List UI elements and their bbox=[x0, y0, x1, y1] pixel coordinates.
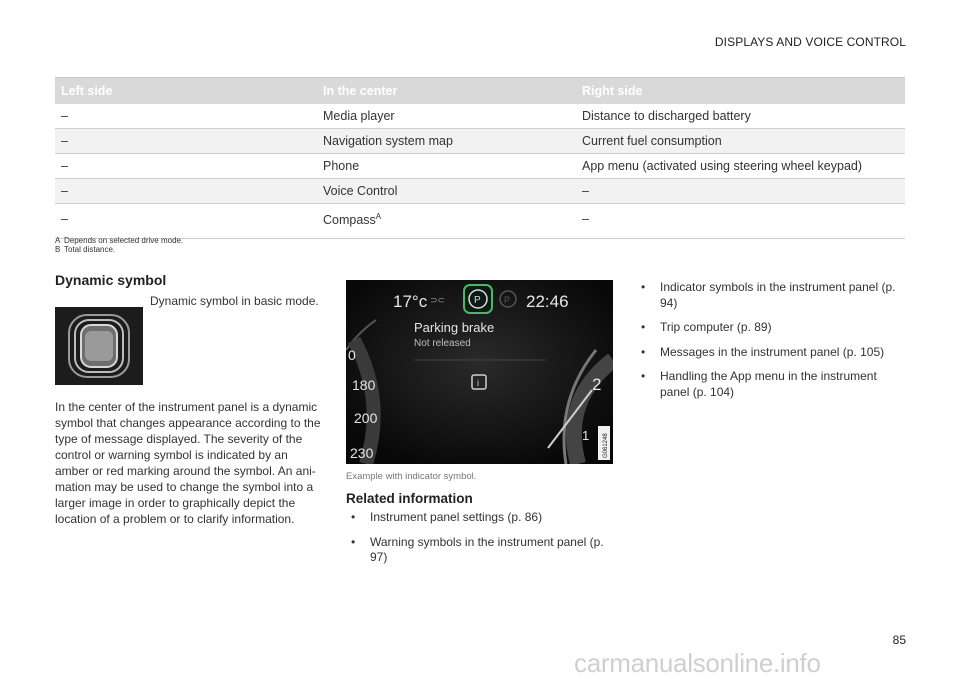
dynamic-symbol-body: In the center of the instrument panel is a dynamic symbol that changes appearance according to the type of message displayed. The severity of the control or warning symbol is indicated by an amber or red marking around the symbol. An ani-mation may be used to change the symbol into a larger image in order to graphically depict the location of a problem or to clarify information. bbox=[55, 400, 321, 526]
link-text[interactable]: Handling the App menu in the instrument panel (p. 104) bbox=[660, 369, 877, 399]
table-cell: Voice Control bbox=[317, 179, 576, 204]
table-cell: – bbox=[55, 179, 317, 204]
image-code: G061248 bbox=[603, 433, 609, 458]
table-cell: App menu (activated using steering wheel keypad) bbox=[576, 154, 905, 179]
footnotes bbox=[55, 236, 183, 254]
related-information-list-continued bbox=[636, 280, 906, 409]
bullet: • bbox=[351, 534, 356, 549]
gear-indicator: 2 bbox=[592, 375, 602, 394]
section-header: DISPLAYS AND VOICE CONTROL bbox=[714, 35, 906, 49]
link-text[interactable]: Instrument panel settings (p. 86) bbox=[370, 510, 543, 524]
table-cell: – bbox=[55, 204, 317, 239]
temperature-readout: 17°c bbox=[393, 292, 428, 311]
dynamic-symbol-image bbox=[55, 307, 143, 385]
footnote bbox=[55, 245, 183, 254]
table-cell: – bbox=[576, 179, 905, 204]
table-cell: Distance to discharged battery bbox=[576, 104, 905, 129]
table-cell bbox=[317, 204, 576, 239]
speed-tick: 0 bbox=[348, 347, 356, 363]
table-cell: – bbox=[55, 104, 317, 129]
column-header-left: Left side bbox=[55, 78, 317, 105]
footnote-mark: A bbox=[55, 236, 61, 245]
table-row bbox=[55, 154, 905, 179]
table-row bbox=[55, 129, 905, 154]
speed-tick: 200 bbox=[354, 410, 378, 426]
table-cell: Navigation system map bbox=[317, 129, 576, 154]
footnote-ref[interactable]: A bbox=[375, 212, 382, 221]
bullet: • bbox=[351, 510, 356, 524]
list-item[interactable] bbox=[636, 320, 906, 336]
list-item[interactable] bbox=[636, 345, 906, 361]
list-item[interactable] bbox=[346, 535, 616, 566]
related-information-list bbox=[346, 510, 616, 575]
list-item[interactable] bbox=[346, 510, 616, 526]
dynamic-symbol-caption: Dynamic symbol in basic mode. bbox=[150, 294, 319, 308]
dynamic-symbol-heading: Dynamic symbol bbox=[55, 272, 167, 288]
table-cell: Phone bbox=[317, 154, 576, 179]
table-header-row bbox=[55, 78, 905, 105]
message-subtitle: Not released bbox=[414, 338, 471, 349]
speed-tick: 230 bbox=[350, 445, 374, 461]
page-number: 85 bbox=[892, 633, 906, 647]
svg-text:⊃⊂: ⊃⊂ bbox=[430, 295, 446, 305]
table-cell: – bbox=[55, 129, 317, 154]
footnote bbox=[55, 236, 183, 245]
image-caption: Example with indicator symbol. bbox=[346, 471, 477, 482]
bullet: • bbox=[641, 344, 646, 359]
instrument-panel-image bbox=[346, 280, 613, 464]
gear-lower-indicator: 1 bbox=[582, 428, 590, 443]
link-text[interactable]: Indicator symbols in the instrument panel (p. 94) bbox=[660, 280, 896, 310]
footnote-mark: B bbox=[55, 245, 61, 254]
link-text[interactable]: Trip computer (p. 89) bbox=[660, 320, 772, 334]
footnote-text: Total distance. bbox=[64, 245, 116, 254]
table-row bbox=[55, 179, 905, 204]
parking-brake-icon: P bbox=[474, 295, 481, 306]
related-information-heading: Related information bbox=[346, 491, 473, 506]
column-header-right: Right side bbox=[576, 78, 905, 105]
table-row bbox=[55, 204, 905, 239]
list-item[interactable] bbox=[636, 369, 906, 400]
info-icon: i bbox=[477, 378, 479, 388]
footnote-text: Depends on selected drive mode. bbox=[64, 236, 184, 245]
compass-label: Compass bbox=[323, 213, 376, 228]
link-text[interactable]: Warning symbols in the instrument panel (p. 97) bbox=[370, 534, 604, 564]
display-options-table bbox=[55, 77, 905, 239]
clock-readout: 22:46 bbox=[526, 292, 569, 311]
table-cell: – bbox=[55, 154, 317, 179]
bullet: • bbox=[641, 369, 646, 383]
bullet: • bbox=[641, 280, 646, 294]
list-item[interactable] bbox=[636, 280, 906, 311]
table-cell: Current fuel consumption bbox=[576, 129, 905, 154]
svg-text:P: P bbox=[504, 295, 511, 305]
table-cell: Media player bbox=[317, 104, 576, 129]
table-row bbox=[55, 104, 905, 129]
message-title: Parking brake bbox=[414, 320, 495, 335]
column-header-center: In the center bbox=[317, 78, 576, 105]
link-text[interactable]: Messages in the instrument panel (p. 105) bbox=[660, 344, 885, 359]
watermark: carmanualsonline.info bbox=[574, 648, 821, 678]
table-cell: – bbox=[576, 204, 905, 239]
speed-tick: 180 bbox=[352, 377, 376, 393]
bullet: • bbox=[641, 320, 646, 334]
